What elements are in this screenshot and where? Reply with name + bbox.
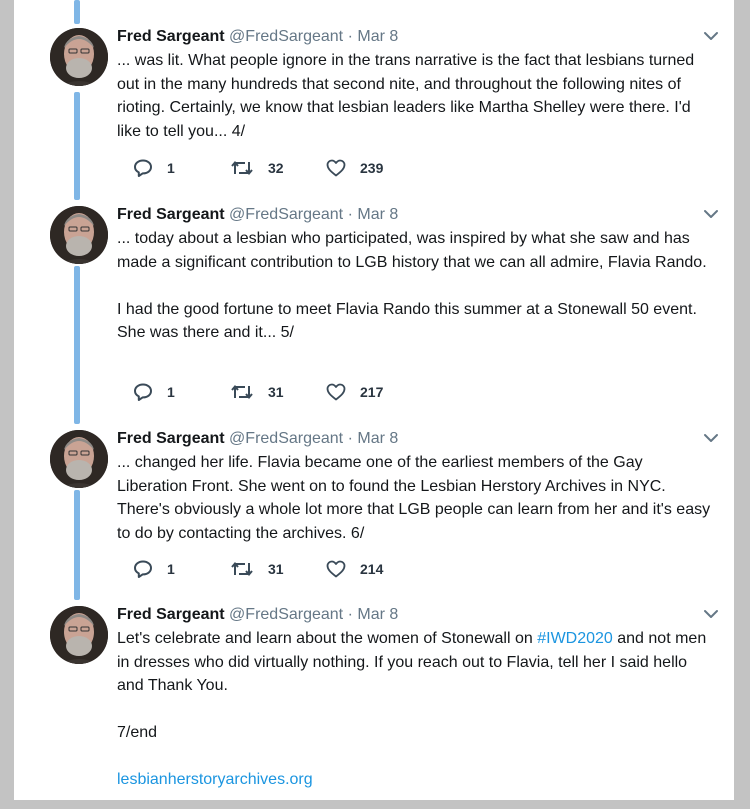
- chevron-down-icon[interactable]: [702, 205, 720, 223]
- avatar[interactable]: [50, 28, 108, 86]
- retweet-button[interactable]: [230, 382, 284, 402]
- like-count: 217: [360, 384, 384, 400]
- separator-dot: ·: [347, 606, 353, 623]
- reply-icon: [133, 158, 153, 178]
- tweet-text: ... was lit. What people ignore in the trans narrative is the fact that lesbians turned out in the many hundreds that second nite, and throughout the following nites of rioting. Certainly, we know that lesbian leaders like Martha Shelley were there. I'd like to tell you... 4/: [117, 52, 695, 140]
- tweet-date[interactable]: Mar 8: [357, 206, 399, 223]
- separator-dot: ·: [347, 206, 353, 223]
- tweet-date[interactable]: Mar 8: [357, 430, 399, 447]
- tweet-header: [117, 27, 717, 47]
- tweet-header: [117, 429, 717, 449]
- retweet-button[interactable]: [230, 158, 284, 178]
- chevron-down-icon[interactable]: [702, 429, 720, 447]
- reply-count: 1: [167, 384, 175, 400]
- external-link[interactable]: lesbianherstoryarchives.org: [117, 771, 313, 788]
- author-handle[interactable]: @FredSargeant: [229, 28, 344, 45]
- tweet-text: [117, 627, 717, 792]
- heart-icon: [326, 158, 346, 178]
- tweet-text: ... today about a lesbian who participated, was inspired by what she saw and has made a significant contribution to LGB history that we can all admire, Flavia Rando. I had the good fortune to meet Flavia Rando this summer at a Stonewall 50 event. She was there and it... 5/: [117, 230, 707, 341]
- like-count: 214: [360, 561, 384, 577]
- reply-count: 1: [167, 160, 175, 176]
- separator-dot: ·: [347, 430, 353, 447]
- tweet-actions: [117, 382, 417, 402]
- author-name[interactable]: Fred Sargeant: [117, 28, 225, 45]
- author-name[interactable]: Fred Sargeant: [117, 206, 225, 223]
- author-name[interactable]: Fred Sargeant: [117, 606, 225, 623]
- reply-count: 1: [167, 561, 175, 577]
- tweet-actions: [117, 559, 417, 579]
- author-handle[interactable]: @FredSargeant: [229, 430, 344, 447]
- tweet[interactable]: [14, 402, 734, 600]
- tweet-header: [117, 605, 717, 625]
- retweet-button[interactable]: [230, 559, 284, 579]
- author-handle[interactable]: @FredSargeant: [229, 606, 344, 623]
- retweet-icon: [230, 158, 254, 178]
- reply-button[interactable]: [133, 382, 175, 402]
- tweet-text-start: Let's celebrate and learn about the women of Stonewall on: [117, 630, 538, 647]
- avatar[interactable]: [50, 606, 108, 664]
- avatar[interactable]: [50, 430, 108, 488]
- author-name[interactable]: Fred Sargeant: [117, 430, 225, 447]
- like-count: 239: [360, 160, 384, 176]
- retweet-count: 31: [268, 561, 284, 577]
- reply-button[interactable]: [133, 559, 175, 579]
- heart-icon: [326, 559, 346, 579]
- tweet-text-end: and not men in dresses who did virtually nothing. If you reach out to Flavia, tell her I said hello and Thank You. 7/end: [117, 630, 707, 741]
- author-handle[interactable]: @FredSargeant: [229, 206, 344, 223]
- chevron-down-icon[interactable]: [702, 605, 720, 623]
- reply-icon: [133, 382, 153, 402]
- tweet-date[interactable]: Mar 8: [357, 606, 399, 623]
- tweet-actions: [117, 158, 417, 178]
- retweet-icon: [230, 382, 254, 402]
- reply-icon: [133, 559, 153, 579]
- like-button[interactable]: [326, 559, 383, 579]
- chevron-down-icon[interactable]: [702, 27, 720, 45]
- tweet-date[interactable]: Mar 8: [357, 28, 399, 45]
- tweet-header: [117, 205, 717, 225]
- retweet-icon: [230, 559, 254, 579]
- tweet-thread: [14, 0, 734, 800]
- like-button[interactable]: [326, 158, 383, 178]
- tweet[interactable]: [14, 178, 734, 422]
- avatar[interactable]: [50, 206, 108, 264]
- tweet-text: ... changed her life. Flavia became one of the earliest members of the Gay Liberation Front. She went on to found the Lesbian Herstory Archives in NYC. There's obviously a whole lot more that LGB people can learn from her and it's easy to do by contacting the archives. 6/: [117, 454, 711, 542]
- heart-icon: [326, 382, 346, 402]
- tweet[interactable]: [14, 0, 734, 200]
- reply-button[interactable]: [133, 158, 175, 178]
- retweet-count: 31: [268, 384, 284, 400]
- like-button[interactable]: [326, 382, 383, 402]
- hashtag-link[interactable]: #IWD2020: [537, 630, 613, 647]
- retweet-count: 32: [268, 160, 284, 176]
- separator-dot: ·: [347, 28, 353, 45]
- tweet[interactable]: [14, 578, 734, 800]
